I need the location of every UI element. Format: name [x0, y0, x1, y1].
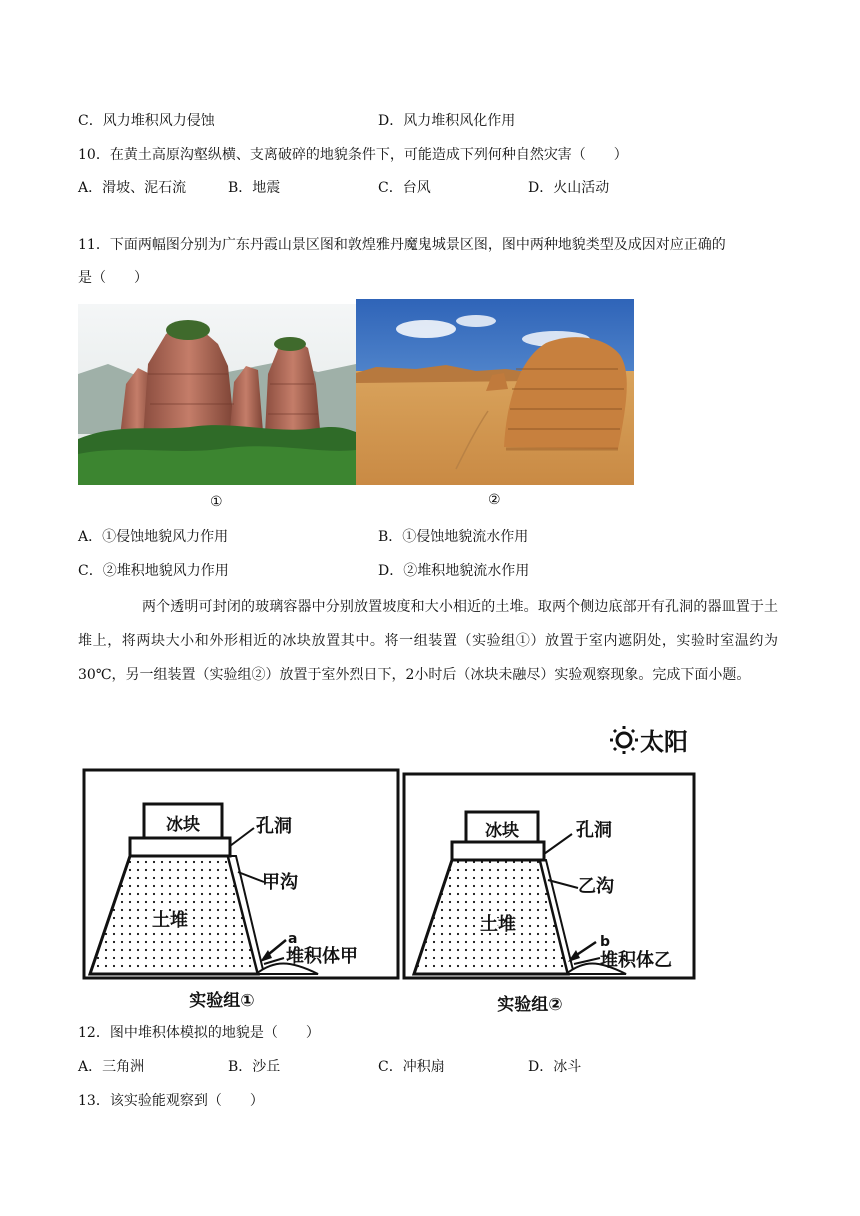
- mound-label-2: 土堆: [480, 914, 516, 935]
- q10-option-b: B．地震: [228, 180, 281, 196]
- marker-b: b: [600, 934, 611, 950]
- q12-option-d: D．冰斗: [528, 1059, 582, 1075]
- material-paragraph: 两个透明可封闭的玻璃容器中分别放置坡度和大小相近的土堆。取两个侧边底部开有孔洞的器皿置于土堆上，将两块大小和外形相近的冰块放置其中。将一组装置（实验组①）放置于室内遮阴处，实验时室温约为30℃，另一组装置（实验组②）放置于室外烈日下，2小时后（冰块未融尽）实验观察现象。完成下面小题。: [78, 599, 778, 683]
- q11-option-d: D．②堆积地貌流水作用: [378, 563, 530, 579]
- group-1-caption: 实验组①: [189, 991, 255, 1011]
- q12-option-c: C．冲积扇: [378, 1059, 445, 1075]
- q9-option-c: C．风力堆积风力侵蚀: [78, 113, 215, 129]
- q11-stem-line1: 11．下面两幅图分别为广东丹霞山景区图和敦煌雅丹魔鬼城景区图，图中两种地貌类型及成因对应正确的: [78, 237, 726, 253]
- marker-a: a: [288, 931, 298, 947]
- photo1-caption: ①: [210, 494, 223, 510]
- q11-option-c: C．②堆积地貌风力作用: [78, 563, 229, 579]
- gully-label-2: 乙沟: [578, 876, 614, 897]
- danxia-photo: [78, 304, 356, 485]
- q13-stem: 13．该实验能观察到（ ）: [78, 1093, 264, 1109]
- experiment-group-1: [84, 770, 398, 1011]
- ice-label-1: 冰块: [166, 815, 200, 835]
- q12-option-b: B．沙丘: [228, 1059, 281, 1075]
- hole-label-2: 孔洞: [576, 820, 612, 841]
- deposit-label-2: 堆积体乙: [600, 950, 672, 971]
- q11-option-b: B．①侵蚀地貌流水作用: [378, 529, 529, 545]
- deposit-label-1: 堆积体甲: [286, 946, 358, 967]
- mound-label-1: 土堆: [152, 910, 188, 931]
- q11-stem-line2: 是（ ）: [78, 270, 148, 286]
- yardang-photo: [356, 299, 634, 485]
- q12-option-a: A．三角洲: [78, 1059, 145, 1075]
- q10-option-c: C．台风: [378, 180, 431, 196]
- group-2-caption: 实验组②: [497, 995, 563, 1015]
- gully-label-1: 甲沟: [262, 872, 298, 893]
- sun-label: 太阳: [640, 728, 688, 756]
- q12-stem: 12．图中堆积体模拟的地貌是（ ）: [78, 1025, 320, 1041]
- q10-option-d: D．火山活动: [528, 180, 610, 196]
- experiment-group-2: [404, 774, 694, 1015]
- sun-icon: [610, 726, 638, 754]
- ice-label-2: 冰块: [485, 821, 519, 841]
- q11-option-a: A．①侵蚀地貌风力作用: [78, 529, 229, 545]
- q10-option-a: A．滑坡、泥石流: [78, 180, 187, 196]
- photo2-caption: ②: [488, 492, 501, 508]
- hole-label-1: 孔洞: [256, 816, 292, 837]
- experiment-diagram: [78, 722, 708, 1020]
- q9-option-d: D．风力堆积风化作用: [378, 113, 516, 129]
- q10-stem: 10．在黄土高原沟壑纵横、支离破碎的地貌条件下，可能造成下列何种自然灾害（ ）: [78, 147, 628, 163]
